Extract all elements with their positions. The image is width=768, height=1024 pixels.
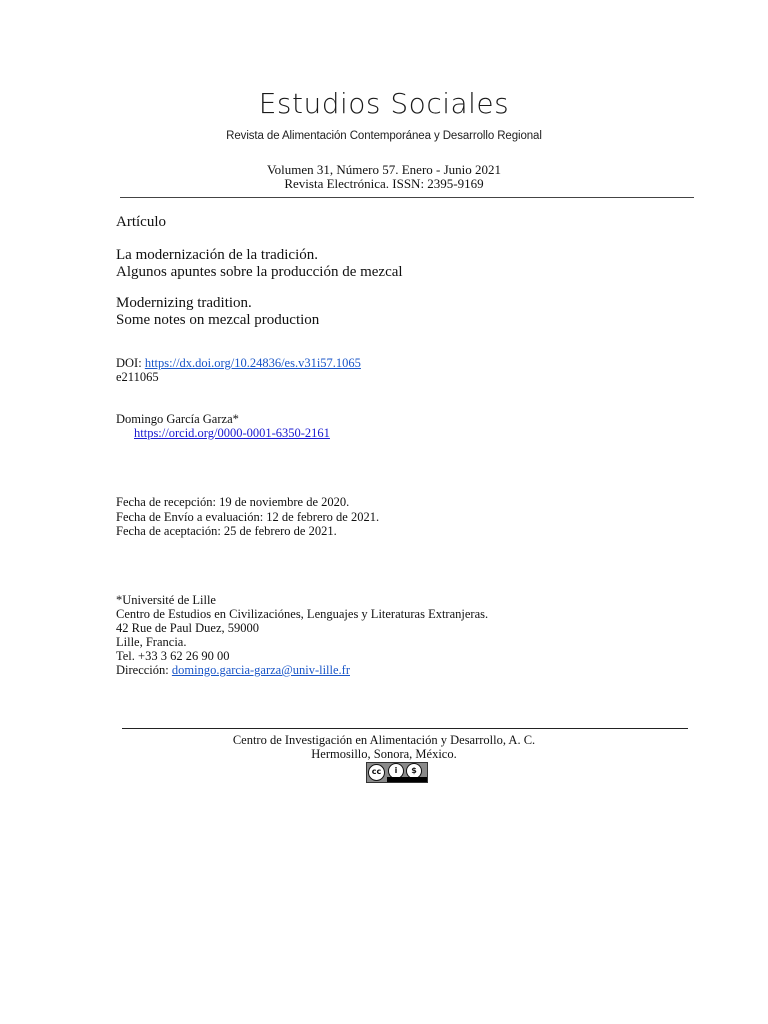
issn-info: Revista Electrónica. ISSN: 2395-9169 — [284, 176, 484, 191]
date-received: Fecha de recepción: 19 de noviembre de 2020. — [116, 495, 350, 509]
affiliation-email-line — [116, 663, 350, 678]
article-title-es-line1: La modernización de la tradición. — [116, 247, 318, 263]
cc-by-nc-license-icon[interactable] — [366, 762, 428, 783]
affiliation-city: Lille, Francia. — [116, 635, 187, 649]
journal-subtitle: Revista de Alimentación Contemporánea y Desarrollo Regional — [226, 130, 542, 142]
affiliation-street: 42 Rue de Paul Duez, 59000 — [116, 621, 260, 635]
affiliation-university: *Université de Lille — [116, 593, 216, 607]
article-title-en-line1: Modernizing tradition. — [116, 295, 252, 311]
footer-institution: Centro de Investigación en Alimentación y Desarrollo, A. C. — [232, 733, 536, 747]
doi-line — [116, 356, 361, 371]
author-name: Domingo García Garza* — [116, 412, 239, 426]
by-icon: i — [388, 763, 404, 779]
doi-label: DOI: — [116, 356, 145, 370]
doi-link[interactable]: https://dx.doi.org/10.24836/es.v31i57.1065 — [144, 356, 361, 370]
license-band — [387, 777, 427, 782]
orcid-line — [134, 426, 330, 441]
email-label: Dirección: — [116, 663, 172, 677]
date-accepted: Fecha de aceptación: 25 de febrero de 2021. — [116, 524, 337, 538]
nc-icon: $ — [406, 763, 422, 779]
footer-divider — [122, 728, 688, 729]
footer-location: Hermosillo, Sonora, México. — [311, 747, 457, 761]
article-type-label: Artículo — [116, 214, 166, 230]
issue-info: Volumen 31, Número 57. Enero - Junio 2021 — [266, 162, 502, 177]
date-sent-to-review: Fecha de Envío a evaluación: 12 de febrero de 2021. — [116, 510, 380, 524]
cc-icon: cc — [368, 764, 385, 781]
affiliation-center: Centro de Estudios en Civilizaciónes, Lenguajes y Literaturas Extranjeras. — [116, 607, 489, 621]
article-title-es-line2: Algunos apuntes sobre la producción de mezcal — [116, 264, 403, 280]
orcid-link[interactable]: https://orcid.org/0000-0001-6350-2161 — [134, 426, 330, 440]
email-link[interactable]: domingo.garcia-garza@univ-lille.fr — [171, 663, 350, 677]
article-title-en-line2: Some notes on mezcal production — [116, 312, 320, 328]
header-divider — [120, 197, 694, 198]
affiliation-phone: Tel. +33 3 62 26 90 00 — [116, 649, 230, 663]
journal-title: Estudios Sociales — [258, 87, 510, 120]
article-code: e211065 — [116, 370, 159, 384]
